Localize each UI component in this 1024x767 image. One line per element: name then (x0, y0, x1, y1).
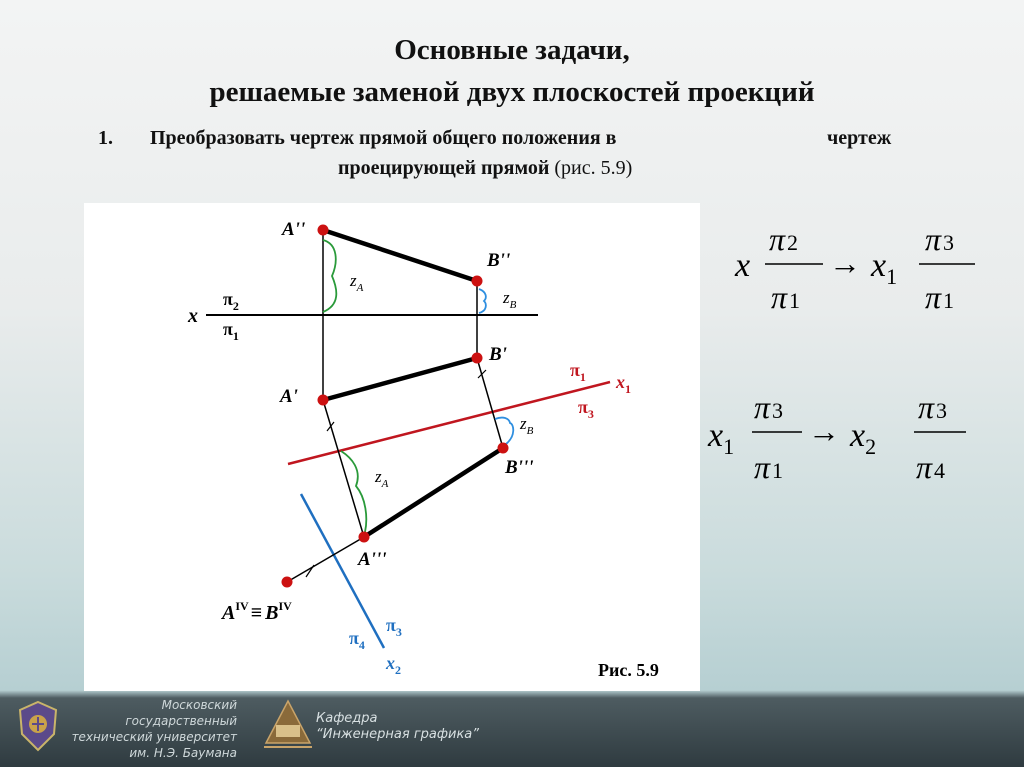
figure-caption: Рис. 5.9 (598, 660, 659, 680)
label-a4-b4 (220, 599, 292, 624)
task-number: 1. (98, 127, 113, 149)
f2-den1: π (754, 449, 771, 485)
label-a4-letter: A (222, 602, 236, 624)
point-b1 (472, 353, 483, 364)
point-a1 (318, 395, 329, 406)
task-text-line2-main: проецирующей прямой (338, 157, 550, 179)
svg-text:π3 (918, 389, 947, 425)
label-b3: B''' (505, 457, 534, 478)
f2-num2-sub: 3 (936, 398, 948, 423)
formula-1 (725, 210, 985, 320)
university-emblem-icon (16, 700, 60, 752)
label-za-1: $z_A$ (350, 271, 364, 294)
link-line-a3-a4 (287, 537, 364, 582)
department-name (316, 711, 479, 743)
x-symbol: x (616, 372, 625, 392)
label-b1: B' (489, 344, 507, 365)
label-b2: B'' (487, 250, 511, 271)
za-brace-1 (323, 240, 336, 312)
f2-num2: π (918, 389, 935, 425)
zb-brace-1 (479, 289, 486, 313)
university-line1: Московский государственный (125, 698, 237, 728)
segment-a3-b3 (364, 448, 503, 537)
label-red-x1: $x_1$ (616, 372, 631, 396)
slide-title-line2: решаемые заменой двух плоскостей проекций (209, 76, 815, 108)
f1-den1: π (771, 279, 788, 315)
f1-num2: π (925, 221, 942, 257)
f1-num1: π (769, 221, 786, 257)
f2-den2-sub: 4 (934, 458, 946, 483)
z-symbol: z (375, 467, 382, 486)
label-blue-x2: $x_2$ (386, 653, 401, 677)
pi-symbol: π (578, 397, 588, 417)
segment-a1-b1 (323, 358, 477, 400)
f1-num1-sub: 2 (787, 230, 799, 255)
link-line-b1-b3 (477, 358, 503, 448)
label-equiv: ≡ (250, 602, 263, 624)
label-blue-pi4: $\pi_4$ (349, 628, 365, 652)
department-logo-icon (262, 695, 314, 751)
f2-num1-sub: 3 (772, 398, 784, 423)
figure-drawing (84, 203, 700, 691)
point-b3 (498, 443, 509, 454)
f2-left-sub: 1 (723, 434, 735, 459)
f1-right-sub: 1 (886, 264, 898, 289)
pi-symbol: π (570, 360, 580, 380)
label-zb-2: $z_B$ (520, 414, 534, 437)
formula-2 (700, 380, 980, 490)
label-x: x (188, 305, 198, 327)
label-blue-pi3: $\pi_3$ (386, 615, 402, 639)
f2-right-sub: 2 (865, 434, 877, 459)
f2-arrow: → (808, 413, 840, 449)
f1-den2-sub: 1 (943, 288, 955, 313)
z-symbol: z (503, 288, 510, 307)
f1-left-var: x (735, 247, 751, 284)
task-figure-ref: (рис. 5.9) (554, 157, 633, 179)
f2-num1: π (754, 389, 771, 425)
f1-num2-sub: 3 (943, 230, 955, 255)
svg-text:π4 (916, 449, 945, 485)
label-a1: A' (280, 386, 298, 407)
university-name (62, 697, 237, 761)
label-red-pi1: $\pi_1$ (570, 360, 586, 384)
label-red-pi3: $\pi_3$ (578, 397, 594, 421)
task-text-line1-end: чертеж (827, 127, 892, 149)
university-line2: технический университет (71, 730, 237, 744)
x2-axis-line (301, 494, 384, 648)
university-line3: им. Н.Э. Баумана (129, 746, 237, 760)
slide-title-line1: Основные задачи, (394, 34, 630, 66)
f1-den2: π (925, 279, 942, 315)
figure-panel (84, 203, 700, 691)
point-a3 (359, 532, 370, 543)
svg-text:π1 (925, 279, 954, 315)
link-line-a1-a3 (323, 400, 364, 537)
point-a4-b4 (282, 577, 293, 588)
pi-symbol: π (349, 628, 359, 648)
f2-right-var: x (850, 417, 866, 454)
task-text-line1: Преобразовать чертеж прямой общего положения в (150, 127, 617, 149)
label-a2: A'' (282, 219, 306, 240)
pi-symbol: π (223, 289, 233, 309)
department-line2: “Инженерная графика” (316, 727, 480, 742)
svg-text:π3 (925, 221, 954, 257)
f1-right-var: x (871, 247, 887, 284)
x-symbol: x (386, 653, 395, 673)
svg-text:π3 (754, 389, 783, 425)
label-a3: A''' (358, 549, 387, 570)
svg-text:π1 (754, 449, 783, 485)
f2-den2: π (916, 449, 933, 485)
pi-symbol: π (223, 319, 233, 339)
label-b4-letter: B (265, 602, 279, 624)
point-b2 (472, 276, 483, 287)
task-text-line2 (338, 157, 632, 180)
f2-left-var: x (708, 417, 724, 454)
label-pi2: $\pi_2$ (223, 289, 239, 313)
label-zb-1: $z_B$ (503, 288, 517, 311)
label-a4-sup: IV (235, 599, 249, 613)
svg-text:x2 (849, 417, 876, 459)
svg-text:π2 (769, 221, 798, 257)
z-symbol: z (350, 271, 357, 290)
pi-symbol: π (386, 615, 396, 635)
svg-text:π1 (771, 279, 800, 315)
department-line1: Кафедра (316, 711, 378, 726)
label-b4-sup: IV (278, 599, 292, 613)
label-pi1: $\pi_1$ (223, 319, 239, 343)
point-a2 (318, 225, 329, 236)
svg-text:x1 (870, 247, 897, 289)
svg-text:x1 (707, 417, 734, 459)
f1-arrow: → (829, 245, 861, 281)
z-symbol: z (520, 414, 527, 433)
f1-den1-sub: 1 (789, 288, 801, 313)
za-brace-2 (341, 451, 366, 532)
label-za-2: $z_A$ (375, 467, 389, 490)
segment-a2-b2 (323, 230, 477, 281)
f2-den1-sub: 1 (772, 458, 784, 483)
